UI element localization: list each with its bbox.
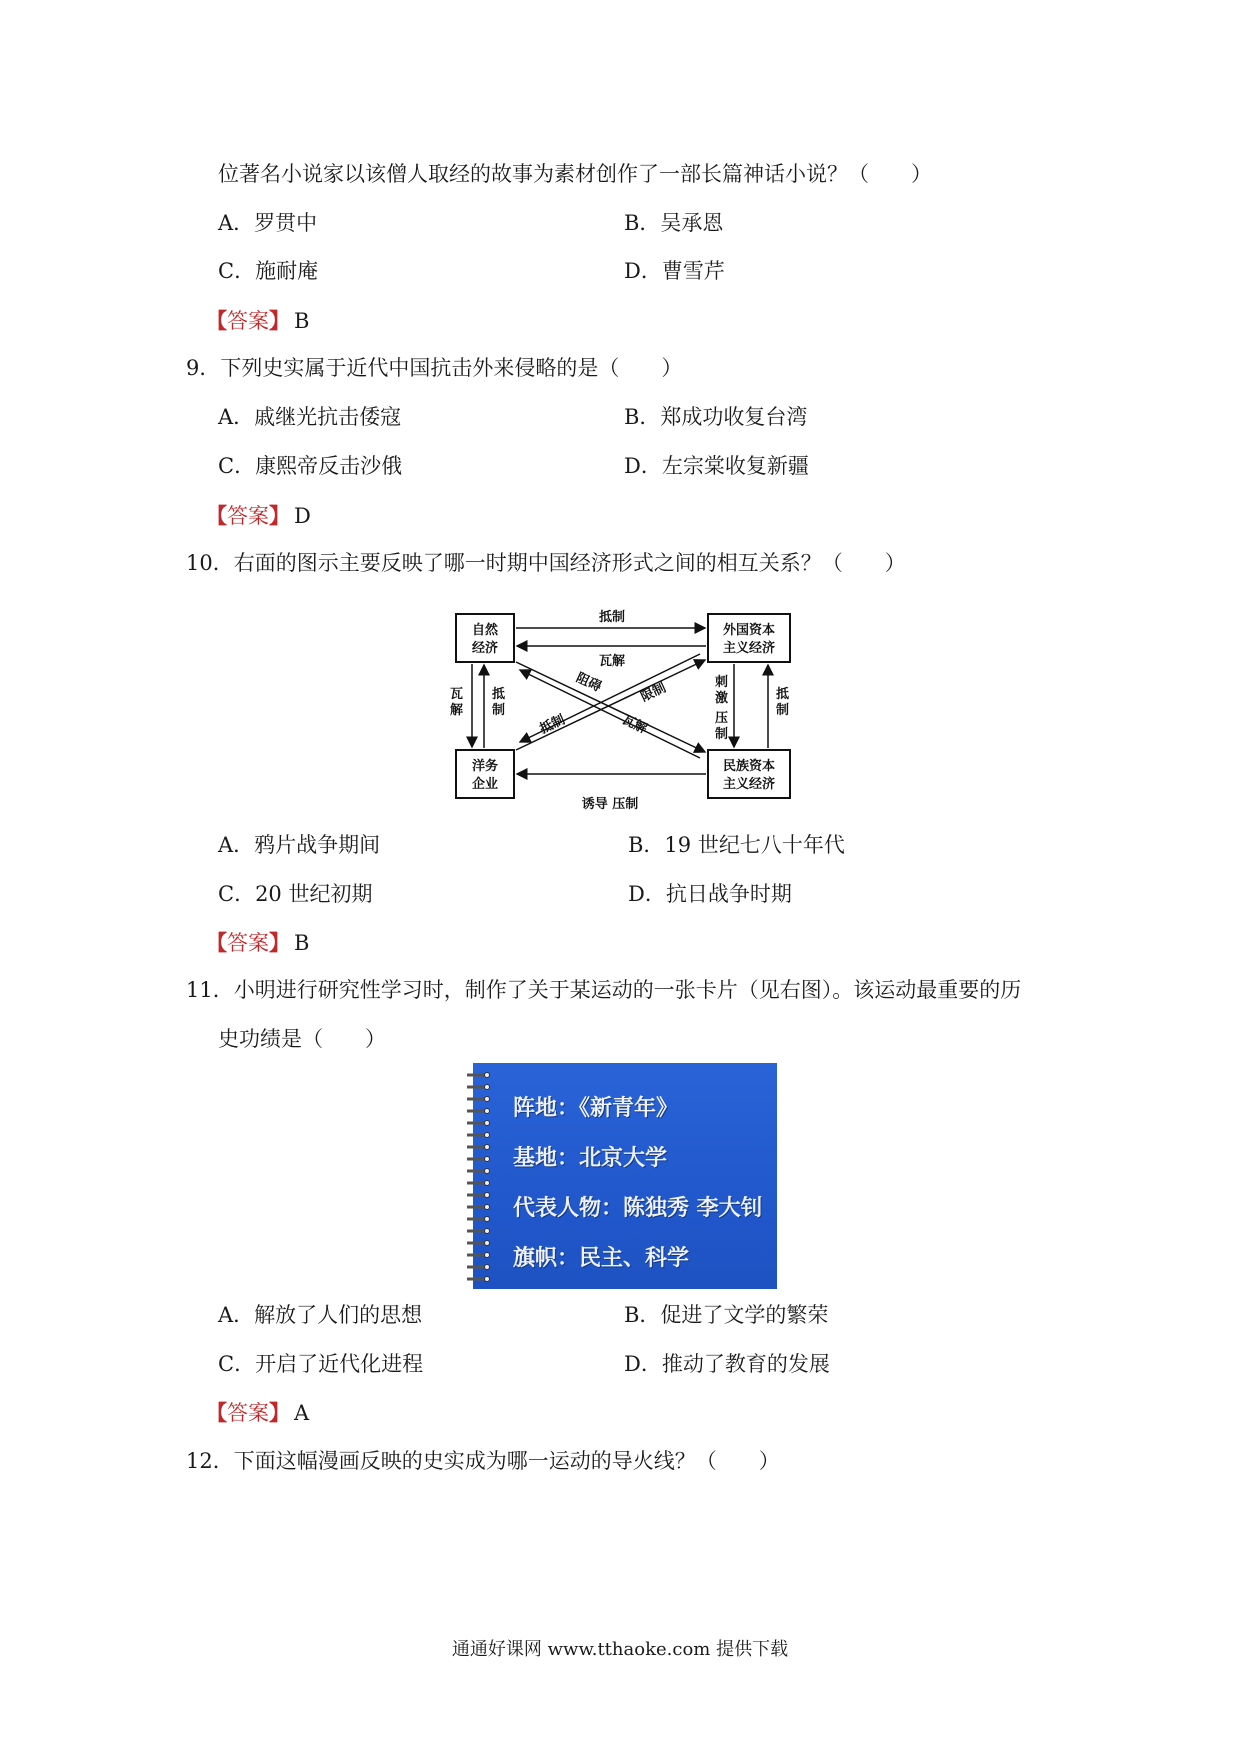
q11-answer xyxy=(206,1402,309,1424)
answer-bracket-open: 【 xyxy=(206,503,227,528)
answer-label: 答案 xyxy=(227,309,269,333)
q11-stem-line2: 史功绩是（ ） xyxy=(218,1027,386,1051)
q9-option-c: C．康熙帝反击沙俄 xyxy=(218,454,403,478)
page-footer: 通通好课网 www.tthaoke.com 提供下载 xyxy=(451,1639,789,1660)
q9-answer xyxy=(206,505,311,527)
label-left-inner-2: 制 xyxy=(492,703,506,718)
node-national-line2: 主义经济 xyxy=(722,777,776,792)
label-right-outer-2: 制 xyxy=(776,703,790,718)
label-left-outer-1: 瓦 xyxy=(450,687,464,702)
q8-stem-tail: 位著名小说家以该僧人取经的故事为素材创作了一部长篇神话小说？（ ） xyxy=(218,162,932,186)
question-text: 下面这幅漫画反映的史实成为哪一运动的导火线？（ ） xyxy=(233,1449,780,1473)
answer-bracket-close: 】 xyxy=(269,308,290,333)
answer-bracket-open: 【 xyxy=(206,1400,227,1425)
q8-option-b: B．吴承恩 xyxy=(624,211,724,235)
answer-value: A xyxy=(294,1401,310,1425)
answer-bracket-close: 】 xyxy=(269,503,290,528)
label-left-outer-2: 解 xyxy=(450,703,464,718)
arrow-national-to-natural xyxy=(520,670,700,758)
node-natural-line2: 经济 xyxy=(471,641,499,656)
label-bottom: 诱导 压制 xyxy=(581,797,639,812)
card-line-figures: 代表人物：陈独秀 李大钊 xyxy=(513,1196,763,1221)
q10-option-d: D．抗日战争时期 xyxy=(628,882,792,906)
question-number: 10． xyxy=(186,551,234,575)
label-right-inner-a2: 激 xyxy=(715,691,729,706)
answer-bracket-close: 】 xyxy=(269,1400,290,1425)
card-line-position: 阵地：《新青年》 xyxy=(513,1096,679,1121)
q10-stem xyxy=(186,553,906,574)
economy-relationship-diagram xyxy=(450,600,800,815)
node-natural-line1: 自然 xyxy=(471,623,499,638)
q8-option-d: D．曹雪芹 xyxy=(624,259,725,283)
answer-value: B xyxy=(294,309,310,333)
question-number: 12． xyxy=(186,1449,234,1473)
label-right-inner-b2: 制 xyxy=(715,727,729,742)
new-culture-movement-card xyxy=(463,1063,777,1289)
label-top-upper: 抵制 xyxy=(598,610,626,625)
answer-value: B xyxy=(294,931,310,955)
answer-bracket-close: 】 xyxy=(269,930,290,955)
question-text: 小明进行研究性学习时，制作了关于某运动的一张卡片（见右图）。该运动最重要的历 xyxy=(233,978,1022,1002)
card-line-banner: 旗帜：民主、科学 xyxy=(513,1246,690,1271)
label-left-inner-1: 抵 xyxy=(492,687,506,702)
answer-label: 答案 xyxy=(227,504,269,528)
q12-stem xyxy=(186,1451,780,1472)
q10-option-c: C．20 世纪初期 xyxy=(218,882,373,906)
q9-option-b: B．郑成功收复台湾 xyxy=(624,405,808,429)
card-line-base: 基地：北京大学 xyxy=(513,1146,668,1171)
node-national-line1: 民族资本 xyxy=(722,759,776,774)
q9-option-a: A．戚继光抗击倭寇 xyxy=(218,405,402,429)
q10-answer xyxy=(206,932,309,954)
label-right-inner-b1: 压 xyxy=(715,711,729,726)
label-diag-1: 阻碍 xyxy=(573,670,604,696)
q8-option-a: A．罗贯中 xyxy=(218,211,318,235)
node-westernization-line2: 企业 xyxy=(471,777,499,792)
node-foreign-line1: 外国资本 xyxy=(722,623,776,638)
notebook-spiral-icon xyxy=(463,1069,493,1283)
label-top-lower: 瓦解 xyxy=(598,654,626,669)
answer-label: 答案 xyxy=(227,1401,269,1425)
q10-option-b: B．19 世纪七八十年代 xyxy=(628,833,845,857)
q11-option-c: C．开启了近代化进程 xyxy=(218,1352,424,1376)
q11-option-d: D．推动了教育的发展 xyxy=(624,1352,830,1376)
q11-stem-line1 xyxy=(186,980,1021,1001)
answer-value: D xyxy=(294,504,311,528)
node-foreign-line2: 主义经济 xyxy=(722,641,776,656)
label-right-outer-1: 抵 xyxy=(776,687,790,702)
answer-bracket-open: 【 xyxy=(206,930,227,955)
q9-option-d: D．左宗棠收复新疆 xyxy=(624,454,809,478)
label-diag-4: 瓦解 xyxy=(619,712,650,738)
node-westernization-line1: 洋务 xyxy=(471,759,499,774)
q11-option-b: B．促进了文学的繁荣 xyxy=(624,1303,829,1327)
question-text: 下列史实属于近代中国抗击外来侵略的是（ ） xyxy=(220,356,683,380)
arrow-natural-to-national xyxy=(516,662,705,752)
label-diag-2: 限制 xyxy=(638,680,669,706)
label-diag-3: 抵制 xyxy=(537,712,568,738)
q10-option-a: A．鸦片战争期间 xyxy=(218,833,381,857)
label-right-inner-a1: 刺 xyxy=(715,675,729,690)
question-number: 9． xyxy=(186,356,221,380)
answer-bracket-open: 【 xyxy=(206,308,227,333)
answer-label: 答案 xyxy=(227,931,269,955)
q8-option-c: C．施耐庵 xyxy=(218,259,319,283)
question-number: 11． xyxy=(186,978,234,1002)
q8-answer xyxy=(206,310,309,332)
q9-stem xyxy=(186,358,682,379)
diagram-svg xyxy=(450,600,800,815)
question-text: 右面的图示主要反映了哪一时期中国经济形式之间的相互关系？（ ） xyxy=(233,551,906,575)
q11-option-a: A．解放了人们的思想 xyxy=(218,1303,423,1327)
